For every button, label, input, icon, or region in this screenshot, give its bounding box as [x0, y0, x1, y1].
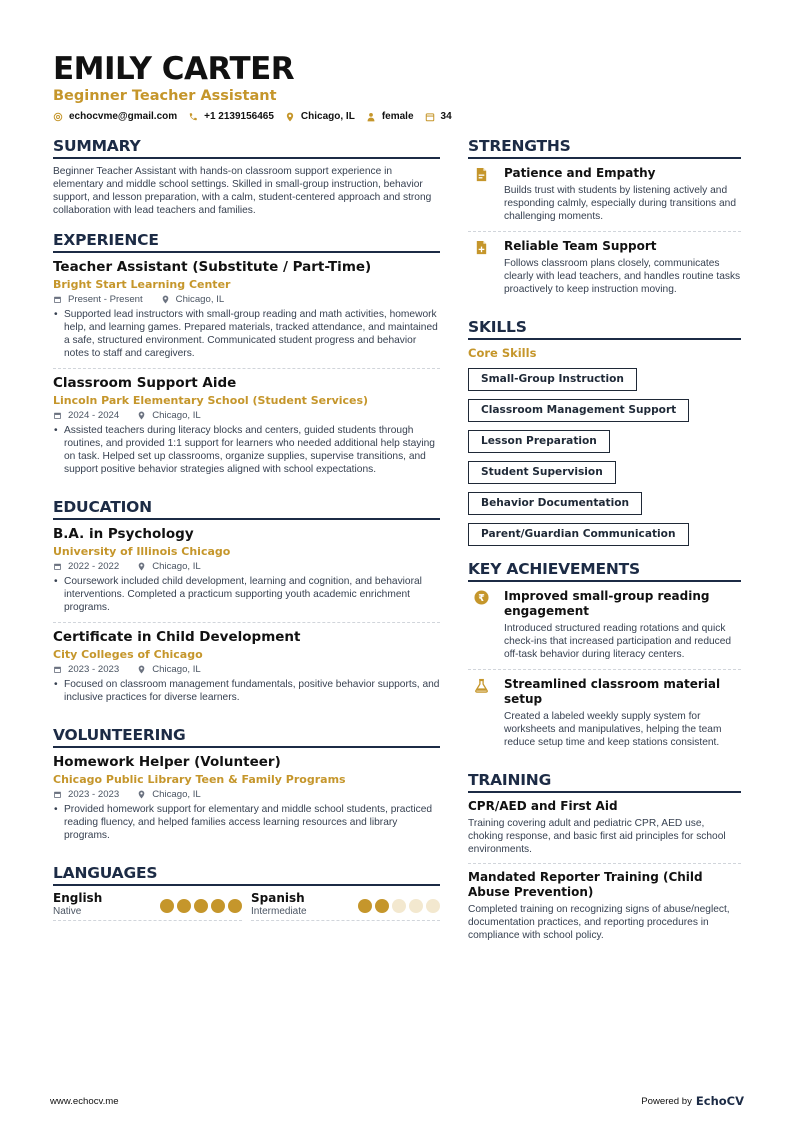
entry-dates — [53, 410, 119, 421]
language-rating — [355, 899, 440, 913]
training-section — [468, 771, 741, 949]
entry-location — [137, 789, 201, 800]
bullet-item: • Assisted teachers during literacy blocks and centers, guided students through routines, and provided 1:1 support for learners who needed additional help staying on task. Helped set up classrooms, organize supplies, supervise transitions, and support positive behavior strategies aligned with school expectations. — [53, 424, 440, 476]
strength-description: Follows classroom plans closely, communicates clearly with lead teachers, and handles routine tasks proactively to keep instruction moving. — [504, 258, 741, 295]
education-section — [53, 498, 440, 712]
calendar-icon — [53, 295, 62, 304]
language-name: Spanish — [251, 891, 305, 905]
experience-section — [53, 231, 440, 484]
languages-section — [53, 864, 440, 921]
language-name: English — [53, 891, 103, 905]
age-text: 34 — [440, 111, 452, 122]
entry-location — [161, 294, 225, 305]
achievements-section — [468, 560, 741, 757]
achievement-body — [504, 589, 741, 661]
entry-dates — [53, 789, 119, 800]
skill-tag: Parent/Guardian Communication — [468, 523, 689, 546]
entry-title: Certificate in Child Development — [53, 629, 301, 645]
strength-item — [468, 159, 741, 232]
location-text: Chicago, IL — [152, 664, 201, 675]
powered-by-label: Powered by — [641, 1095, 692, 1107]
skill-row — [468, 453, 741, 484]
entry-organization: Chicago Public Library Teen & Family Programs — [53, 773, 346, 786]
phone-text: +1 2139156465 — [204, 111, 274, 122]
section-title: KEY ACHIEVEMENTS — [468, 560, 741, 582]
flask-icon — [468, 677, 504, 749]
page-footer — [50, 1094, 744, 1108]
entry-bullets — [53, 803, 440, 842]
entry-location — [137, 410, 201, 421]
strength-title: Reliable Team Support — [504, 239, 657, 253]
section-title: EDUCATION — [53, 498, 440, 520]
person-icon — [366, 112, 376, 122]
footer-website[interactable]: www.echocv.me — [50, 1095, 119, 1107]
dates-text: 2023 - 2023 — [68, 664, 120, 675]
rating-dot — [375, 899, 389, 913]
calendar-icon — [53, 562, 62, 571]
language-rating — [157, 899, 242, 913]
training-description: Completed training on recognizing signs of abuse/neglect, documentation practices, and reporting procedures in compliance with school policy. — [468, 904, 730, 941]
contact-location — [285, 111, 355, 122]
achievement-title: Improved small-group reading engagement — [504, 589, 710, 618]
language-item — [251, 891, 440, 921]
dates-text: 2023 - 2023 — [68, 789, 120, 800]
training-title: CPR/AED and First Aid — [468, 799, 618, 813]
education-entry — [53, 520, 440, 623]
rating-dot — [194, 899, 208, 913]
resume-columns — [53, 137, 741, 963]
strength-title: Patience and Empathy — [504, 166, 656, 180]
calendar-icon — [425, 112, 435, 122]
training-title: Mandated Reporter Training (Child Abuse Prevention) — [468, 870, 703, 899]
svg-text:₹: ₹ — [478, 592, 485, 604]
rating-dot — [426, 899, 440, 913]
skill-row — [468, 515, 741, 546]
entry-title: Teacher Assistant (Substitute / Part-Time) — [53, 259, 372, 275]
location-text: Chicago, IL — [175, 294, 225, 305]
training-description: Training covering adult and pediatric CPR, AED use, choking response, and basic first aid principles for school environments. — [468, 818, 726, 855]
dates-text: 2024 - 2024 — [68, 410, 120, 421]
bullet-item: • Supported lead instructors with small-group reading and math activities, homework help, and learning games. Prepared materials, tracked attendance, and maintained a safe, structured environment. Communicated student progress and behavior notes to staff and caregivers. — [53, 308, 440, 360]
bullet-item: • Provided homework support for elementary and middle school students, practiced reading fluency, and helped families access learning resources and library programs. — [53, 803, 440, 842]
document-icon — [468, 166, 504, 223]
entry-bullets — [53, 575, 440, 614]
location-pin-icon — [285, 112, 295, 122]
rating-dot — [177, 899, 191, 913]
entry-title: Homework Helper (Volunteer) — [53, 754, 281, 770]
skill-row — [468, 391, 741, 422]
achievement-item — [468, 582, 741, 670]
document-plus-icon — [468, 239, 504, 296]
skill-tag: Behavior Documentation — [468, 492, 642, 515]
skills-subtitle: Core Skills — [468, 346, 537, 360]
at-icon — [53, 112, 63, 122]
calendar-icon — [53, 665, 62, 674]
dates-text: 2022 - 2022 — [68, 561, 120, 572]
skill-tag: Student Supervision — [468, 461, 616, 484]
strength-item — [468, 232, 741, 304]
rating-dot — [211, 899, 225, 913]
contact-email[interactable] — [53, 111, 177, 122]
language-level: Native — [53, 906, 82, 917]
entry-location — [137, 664, 201, 675]
contact-phone[interactable] — [188, 111, 274, 122]
bullet-item: • Coursework included child development, learning and cognition, and behavioral interventions. Completed a practicum supporting youth academic enrichment programs. — [53, 575, 440, 614]
rating-dot — [228, 899, 242, 913]
entry-meta — [53, 294, 440, 305]
entry-organization: University of Illinois Chicago — [53, 545, 231, 558]
candidate-role: Beginner Teacher Assistant — [53, 88, 277, 104]
strength-body — [504, 239, 741, 296]
dates-text: Present - Present — [68, 294, 143, 305]
phone-icon — [188, 112, 198, 122]
section-title: STRENGTHS — [468, 137, 741, 159]
powered-by — [641, 1094, 744, 1108]
achievement-body — [504, 677, 741, 749]
candidate-name: EMILY CARTER — [53, 51, 295, 87]
entry-dates — [53, 664, 119, 675]
skill-tag: Classroom Management Support — [468, 399, 689, 422]
skills-section — [468, 318, 741, 546]
calendar-icon — [53, 411, 62, 420]
location-pin-icon — [137, 665, 146, 674]
bullet-item: • Focused on classroom management fundamentals, positive behavior supports, and inclusive practices for diverse learners. — [53, 678, 440, 704]
entry-bullets — [53, 678, 440, 704]
skill-row — [468, 422, 741, 453]
section-title: TRAINING — [468, 771, 741, 793]
location-pin-icon — [137, 562, 146, 571]
summary-section — [53, 137, 440, 217]
skill-row — [468, 484, 741, 515]
contact-age — [425, 111, 452, 122]
experience-entry — [53, 369, 440, 484]
section-title: VOLUNTEERING — [53, 726, 440, 748]
achievement-description: Created a labeled weekly supply system for worksheets and manipulatives, helping the team reduce setup time and keep stations consistent. — [504, 711, 722, 748]
rating-dot — [392, 899, 406, 913]
entry-meta — [53, 789, 440, 800]
language-info — [53, 891, 102, 918]
brand-logo[interactable]: EchoCV — [695, 1094, 744, 1108]
skill-row — [468, 360, 741, 391]
location-pin-icon — [137, 790, 146, 799]
language-item — [53, 891, 242, 921]
language-list — [53, 891, 440, 921]
entry-meta — [53, 561, 440, 572]
strength-description: Builds trust with students by listening actively and responding calmly, especially during transitions and challenging moments. — [504, 185, 736, 222]
rating-dot — [160, 899, 174, 913]
skill-tag: Small-Group Instruction — [468, 368, 637, 391]
location-pin-icon — [137, 411, 146, 420]
location-text: Chicago, IL — [152, 410, 201, 421]
gender-text: female — [381, 111, 414, 122]
entry-organization: Bright Start Learning Center — [53, 278, 231, 291]
entry-organization: City Colleges of Chicago — [53, 648, 203, 661]
language-info — [251, 891, 307, 918]
strengths-section — [468, 137, 741, 304]
location-text: Chicago, IL — [152, 561, 201, 572]
location-text: Chicago, IL — [152, 789, 201, 800]
email-text: echocvme@gmail.com — [69, 111, 178, 122]
entry-bullets — [53, 308, 440, 360]
entry-title: B.A. in Psychology — [53, 526, 194, 542]
calendar-icon — [53, 790, 62, 799]
section-title: LANGUAGES — [53, 864, 440, 886]
skill-tag: Lesson Preparation — [468, 430, 610, 453]
entry-title: Classroom Support Aide — [53, 375, 237, 391]
achievement-description: Introduced structured reading rotations and quick check-ins that increased participation and reduced off-task behavior during literacy centers. — [504, 623, 732, 660]
training-item — [468, 864, 741, 949]
achievement-item — [468, 670, 741, 757]
training-item — [468, 793, 741, 864]
section-title: EXPERIENCE — [53, 231, 440, 253]
left-column — [53, 137, 440, 963]
volunteering-section — [53, 726, 440, 850]
entry-dates — [53, 294, 143, 305]
contact-row — [53, 111, 741, 122]
entry-location — [137, 561, 201, 572]
education-entry — [53, 623, 440, 712]
rupee-coin-icon — [468, 589, 504, 661]
rating-dot — [409, 899, 423, 913]
contact-gender — [366, 111, 414, 122]
resume-header — [53, 0, 741, 122]
right-column — [468, 137, 741, 963]
language-level: Intermediate — [251, 906, 307, 917]
entry-dates — [53, 561, 119, 572]
summary-text: Beginner Teacher Assistant with hands-on classroom support experience in elementary and middle school settings. Skilled in small-group instruction, behavior support, and lesson preparation, with a calm, student-centered approach and strong collaboration with lead teachers and families. — [53, 166, 432, 216]
volunteering-entry — [53, 748, 440, 850]
section-title: SUMMARY — [53, 137, 440, 159]
strength-body — [504, 166, 741, 223]
entry-bullets — [53, 424, 440, 476]
location-pin-icon — [161, 295, 170, 304]
rating-dot — [358, 899, 372, 913]
entry-organization: Lincoln Park Elementary School (Student Services) — [53, 394, 369, 407]
experience-entry — [53, 253, 440, 369]
section-title: SKILLS — [468, 318, 741, 340]
achievement-title: Streamlined classroom material setup — [504, 677, 721, 706]
entry-meta — [53, 664, 440, 675]
location-text: Chicago, IL — [300, 111, 355, 122]
entry-meta — [53, 410, 440, 421]
